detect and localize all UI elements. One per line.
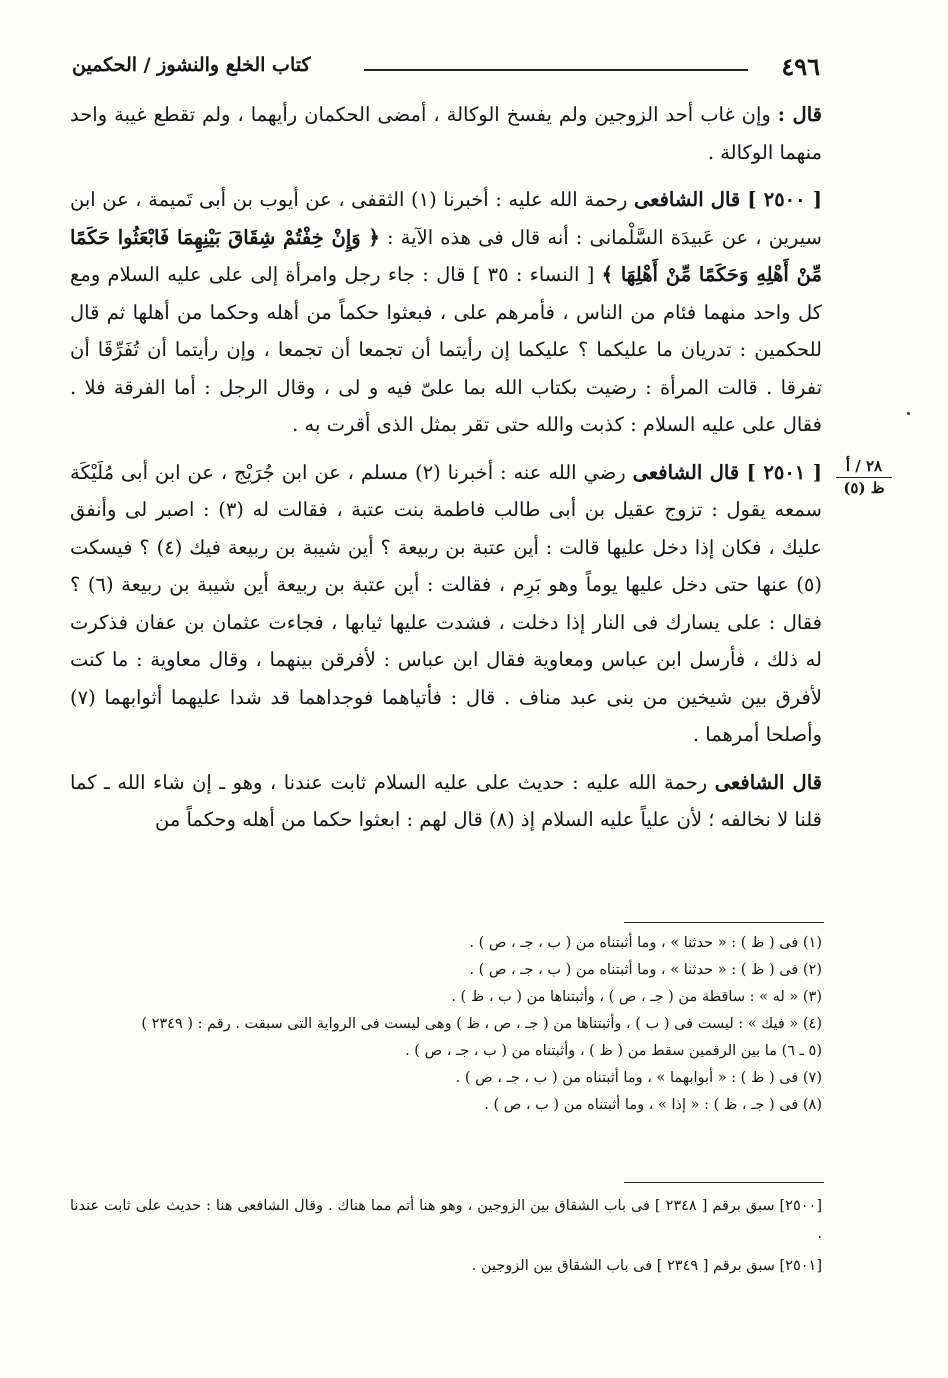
footnotes: [70, 930, 822, 1119]
paragraph-text: [ النساء : ٣٥ ] قال : جاء رجل وامرأة إلى على عليه السلام ومع كل واحد منهما فئام من الناس ، فأمرهم على ، فبعثوا حكماً من أهله وحكما من أهلها ثم قال للحكمين : تدريان ما عليكما ؟ عليكما إن رأيتما أن تجمعا أن تجمعا ، وإن رأيتما أن تُفَرِّقَا أن تفرقا . قالت المرأة : رضيت بكتاب الله بما علىّ فيه و لى ، وقال الرجل : أما الفرقة فلا . فقال على عليه السلام : كذبت والله حتى تقر بمثل الذى أقرت به .: [70, 263, 822, 436]
cross-reference: [٢٥٠١] سبق برقم [ ٢٣٤٩ ] فى باب الشقاق بين الزوجين .: [471, 1258, 822, 1274]
footnote: (٣) « له » : ساقطة من ( جـ ، ص ) ، وأثبتناها من ( ب ، ظ ) .: [451, 989, 822, 1005]
manuscript-siglum: ظ (٥): [843, 479, 885, 497]
page-header: [72, 52, 820, 88]
running-title: كتاب الخلع والنشوز / الحكمين: [72, 54, 311, 76]
paragraph-text: رضي الله عنه : أخبرنا (٢) مسلم ، عن ابن جُرَيْج ، عن ابن أبى مُلَيْكَة سمعه يقول : تزوج عقيل بن أبى طالب فاطمة بنت عتبة ، فقالت له (٣) : اصبر لى وأنفق عليك ، فكان إذا دخل عليها قالت : أين عتبة بن ربيعة ؟ أين شيبة بن ربيعة فيك (٤) ؟ فيسكت (٥) عنها حتى دخل عليها يوماً وهو بَرِم ، فقالت : أين عتبة بن ربيعة أين شيبة بن ربيعة (٦) ؟ فقال : على يسارك فى النار إذا دخلت ، فشدت عليها ثيابها ، فجاءت عثمان بن عفان فذكرت له ذلك ، فأرسل ابن عباس ومعاوية فقال ابن عباس : لأفرقن بينهما ، وقال معاوية : ما كنت لأفرق بين شيخين من بنى عبد مناف . قال : فأتياهما فوجداهما قد شدا عليهما أثوابهما (٧) وأصلحا أمرهما .: [70, 460, 823, 746]
footnote: (٢) فى ( ظ ) : « حدثنا » ، وما أثبتناه من ( ب ، جـ ، ص ) .: [469, 962, 822, 978]
paragraph: [70, 181, 822, 444]
cross-references: [70, 1192, 822, 1284]
paragraph-text: وإن غاب أحد الزوجين ولم يفسخ الوكالة ، أمضى الحكمان رأيهما ، ولم تقطع غيبة واحد منهما الوكالة .: [70, 103, 822, 164]
folio-number: ٢٨ / أ: [836, 456, 892, 478]
paragraph: [70, 96, 822, 171]
margin-dot: [907, 412, 910, 415]
reference-rule: [624, 1182, 824, 1183]
footnote: (٤) « فيك » : ليست فى ( ب ) ، وأثبتناها من ( جـ ، ص ، ظ ) وهى ليست فى الرواية التى سبقت . رقم : ( ٢٣٤٩ ): [141, 1016, 822, 1032]
quran-verse: ﴿ وَإِنْ خِفْتُمْ شِقَاقَ بَيْنِهِمَا فَابْعَثُوا حَكَمًا مِّنْ أَهْلِهِ وَحَكَمًا مِّنْ أَهْلِهَا ﴾: [70, 225, 822, 286]
paragraph: [70, 764, 822, 839]
main-text: [70, 96, 822, 849]
paragraph-text: رحمة الله عليه : حديث على عليه السلام ثابت عندنا ، وهو ـ إن شاء الله ـ كما قلنا لا نخالفه ؛ لأن علياً عليه السلام إذ (٨) قال لهم : ابعثوا حكما من أهله وحكماً من: [70, 770, 822, 831]
footnote: (٨) فى ( جـ ، ظ ) : « إذا » ، وما أثبتناه من ( ب ، ص ) .: [484, 1097, 822, 1113]
paragraph: [70, 454, 822, 754]
cross-reference: [٢٥٠٠] سبق برقم [ ٢٣٤٨ ] فى باب الشقاق بين الزوجين ، وهو هنا أتم مما هناك . وقال الشافعى هنا : حديث على ثابت عندنا .: [70, 1198, 822, 1242]
manuscript-folio-note: [836, 456, 892, 498]
paragraph-lead: قال :: [777, 103, 822, 126]
footnote: (٧) فى ( ظ ) : « أبوابهما » ، وما أثبتناه من ( ب ، جـ ، ص ) .: [455, 1070, 822, 1086]
paragraph-lead: [ ٢٥٠١ ] قال الشافعى: [632, 460, 823, 484]
header-rule: [364, 69, 748, 71]
paragraph-lead: قال الشافعى: [714, 770, 822, 794]
footnote: (٥ ـ ٦) ما بين الرقمين سقط من ( ظ ) ، وأثبتناه من ( ب ، جـ ، ص ) .: [405, 1043, 822, 1059]
footnote: (١) فى ( ظ ) : « حدثنا » ، وما أثبتناه من ( ب ، جـ ، ص ) .: [469, 935, 822, 951]
paragraph-lead: [ ٢٥٠٠ ] قال الشافعى: [633, 188, 823, 211]
page-number: ٤٩٦: [781, 52, 820, 81]
paragraph-text: رحمة الله عليه : أخبرنا (١) الثقفى ، عن أيوب بن أبى تَميمة ، عن ابن سيرين ، عن عَبيدَة السَّلْمانى : أنه قال فى هذه الآية :: [70, 188, 822, 249]
footnote-rule: [624, 922, 824, 923]
